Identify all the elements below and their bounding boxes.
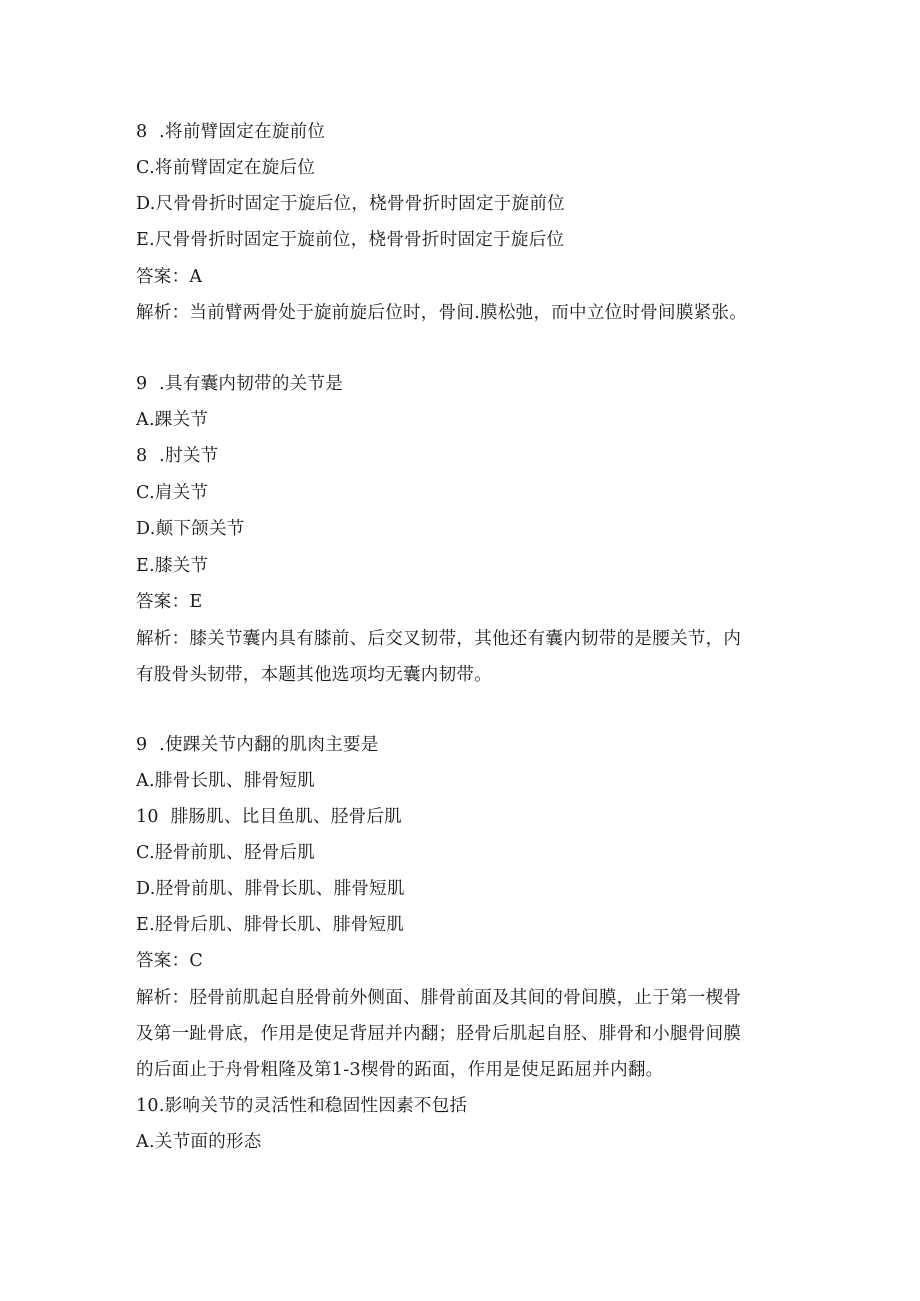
answer-line: 答案：E: [136, 592, 203, 612]
option-a-line: A.踝关节: [136, 410, 209, 430]
answer-line: 答案：A: [136, 267, 203, 287]
option-c-line: C.将前臂固定在旋后位: [136, 158, 316, 178]
option-c-line: C.胫骨前肌、胫骨后肌: [136, 843, 316, 863]
explanation-line: 解析：当前臂两骨处于旋前旋后位时，骨间.膜松弛，而中立位时骨间膜紧张。: [136, 303, 748, 323]
explanation-line: 解析：膝关节囊内具有膝前、后交叉韧带，其他还有囊内韧带的是腰关节，内: [136, 629, 742, 649]
question-title: 10.影响关节的灵活性和稳固性因素不包括: [136, 1096, 468, 1116]
option-a-line: A.关节面的形态: [136, 1132, 262, 1152]
option-d-line: D.尺骨骨折时固定于旋后位，桡骨骨折时固定于旋前位: [136, 194, 565, 214]
explanation-line: 有股骨头韧带，本题其他选项均无囊内韧带。: [136, 665, 492, 685]
option-c-line: C.肩关节: [136, 483, 209, 503]
option-b-line: 10 腓肠肌、比目鱼肌、胫骨后肌: [136, 807, 402, 827]
option-e-line: E.膝关节: [136, 556, 209, 576]
question-title: 9 .具有囊内韧带的关节是: [136, 374, 344, 394]
option-d-line: D.颠下颌关节: [136, 519, 245, 539]
option-d-line: D.胫骨前肌、腓骨长肌、腓骨短肌: [136, 879, 405, 899]
answer-line: 答案：C: [136, 951, 204, 971]
option-e-line: E.尺骨骨折时固定于旋前位，桡骨骨折时固定于旋后位: [136, 230, 565, 250]
option-b-line: 8 .肘关节: [136, 446, 219, 466]
option-a-line: A.腓骨长肌、腓骨短肌: [136, 771, 315, 791]
explanation-line: 解析：胫骨前肌起自胫骨前外侧面、腓骨前面及其间的骨间膜，止于第一楔骨: [136, 988, 742, 1008]
explanation-line: 的后面止于舟骨粗隆及第1-3楔骨的跖面，作用是使足跖屈并内翻。: [136, 1060, 664, 1080]
option-e-line: E.胫骨后肌、腓骨长肌、腓骨短肌: [136, 915, 405, 935]
question-title: 9 .使踝关节内翻的肌肉主要是: [136, 735, 379, 755]
explanation-line: 及第一趾骨底，作用是使足背屈并内翻；胫骨后肌起自胫、腓骨和小腿骨间膜: [136, 1024, 742, 1044]
option-b-line: 8 .将前臂固定在旋前位: [136, 122, 326, 142]
